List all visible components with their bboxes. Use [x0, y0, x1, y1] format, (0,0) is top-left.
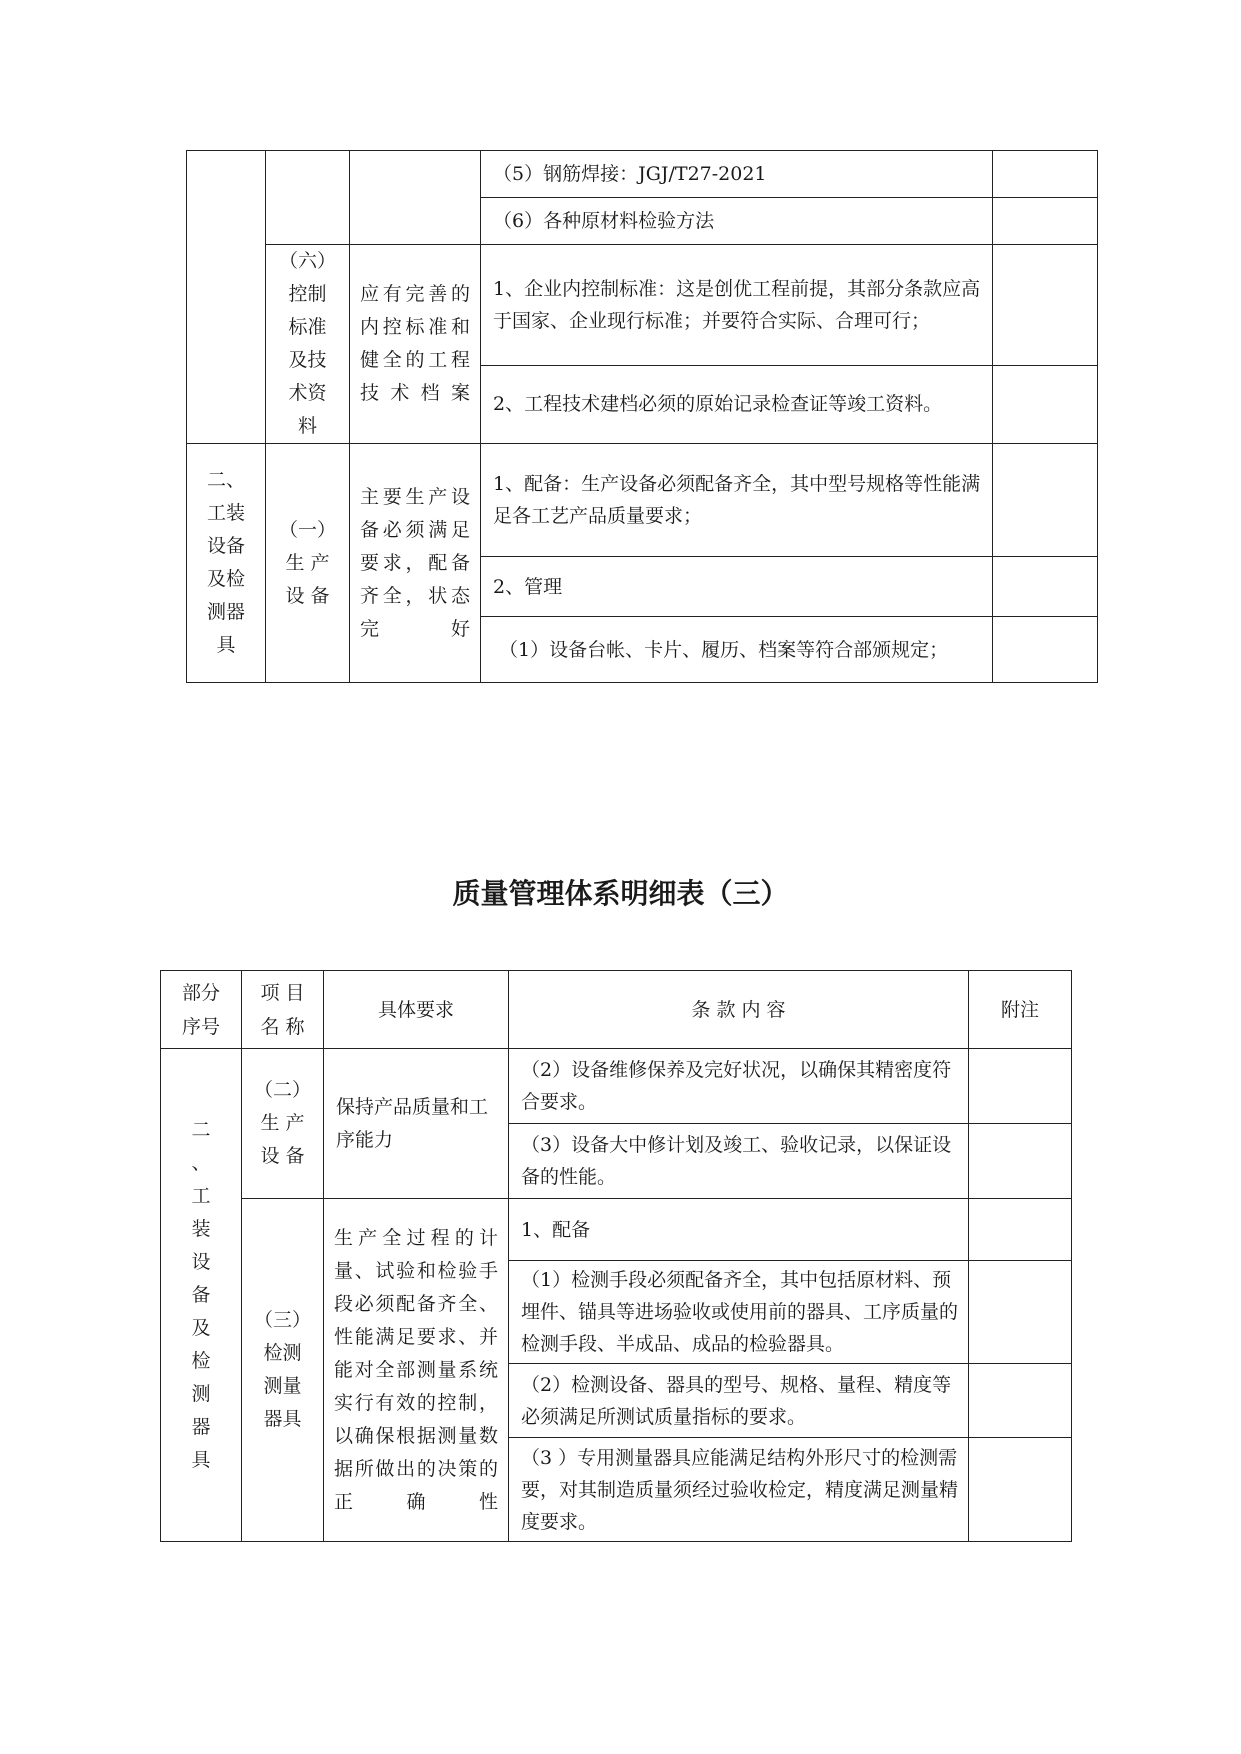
clause-cell: （2）设备维修保养及完好状况，以确保其精密度符合要求。 [509, 1049, 969, 1124]
header-item-name: 项 目 名 称 [242, 971, 324, 1049]
note-cell [993, 557, 1098, 617]
note-cell [969, 1124, 1072, 1199]
clause-cell: 2、管理 [481, 557, 993, 617]
header-requirement: 具体要求 [324, 971, 509, 1049]
note-cell [993, 151, 1098, 198]
page-title: 质量管理体系明细表（三） [452, 877, 789, 910]
clause-cell: （1）设备台帐、卡片、履历、档案等符合部颁规定； [481, 617, 993, 683]
clause-cell: （1）检测手段必须配备齐全，其中包括原材料、预埋件、锚具等进场验收或使用前的器具、工序质量的检测手段、半成品、成品的检验器具。 [509, 1261, 969, 1364]
requirement-text: 生产全过程的计量、试验和检验手段必须配备齐全、性能满足要求、并能对全部测量系统实行有效的控制，以确保根据测量数据所做出的决策的正确性 [324, 1199, 509, 1542]
note-cell [993, 198, 1098, 245]
item-title: （三） 检测 测量 器具 [242, 1199, 324, 1542]
continuation-table [186, 150, 1098, 683]
clause-cell: 1、配备 [509, 1199, 969, 1261]
note-cell [993, 245, 1098, 366]
note-cell [969, 1364, 1072, 1438]
clause-cell: （2）检测设备、器具的型号、规格、量程、精度等必须满足所测试质量指标的要求。 [509, 1364, 969, 1438]
note-cell [993, 617, 1098, 683]
note-cell [993, 365, 1098, 443]
note-cell [993, 444, 1098, 557]
requirement-text: 主要生产设备必须满足要求，配备齐全，状态完好 [350, 444, 481, 683]
header-note: 附注 [969, 971, 1072, 1049]
note-cell [969, 1261, 1072, 1364]
clause-cell: 2、工程技术建档必须的原始记录检查证等竣工资料。 [481, 365, 993, 443]
clause-cell: （3）设备大中修计划及竣工、验收记录，以保证设备的性能。 [509, 1124, 969, 1199]
requirement-text: 应有完善的内控标准和健全的工程技术档案 [350, 245, 481, 444]
item-cell-empty [266, 151, 350, 245]
clause-cell: （3 ）专用测量器具应能满足结构外形尺寸的检测需要，对其制造质量须经过验收检定，精度满足测量精度要求。 [509, 1438, 969, 1542]
item-title: （一） 生 产 设 备 [266, 444, 350, 683]
clause-cell: （6）各种原材料检验方法 [481, 198, 993, 245]
requirement-cell-empty [350, 151, 481, 245]
item-title: （六） 控制 标准 及技 术资 料 [266, 245, 350, 444]
section-cell-empty [187, 151, 266, 444]
note-cell [969, 1438, 1072, 1542]
clause-cell: （5）钢筋焊接：JGJ/T27-2021 [481, 151, 993, 198]
section-title: 二、 工装 设备 及检 测器 具 [187, 444, 266, 683]
clause-cell: 1、企业内控制标准：这是创优工程前提，其部分条款应高于国家、企业现行标准；并要符合实际、合理可行； [481, 245, 993, 366]
requirement-text: 保持产品质量和工序能力 [324, 1049, 509, 1199]
note-cell [969, 1049, 1072, 1124]
header-section-no: 部分 序号 [161, 971, 242, 1049]
item-title: （二） 生 产 设 备 [242, 1049, 324, 1199]
section-title: 二 、 工 装 设 备 及 检 测 器 具 [161, 1049, 242, 1542]
note-cell [969, 1199, 1072, 1261]
quality-table [160, 970, 1072, 1542]
clause-cell: 1、配备：生产设备必须配备齐全，其中型号规格等性能满足各工艺产品质量要求； [481, 444, 993, 557]
header-clause-content: 条 款 内 容 [509, 971, 969, 1049]
